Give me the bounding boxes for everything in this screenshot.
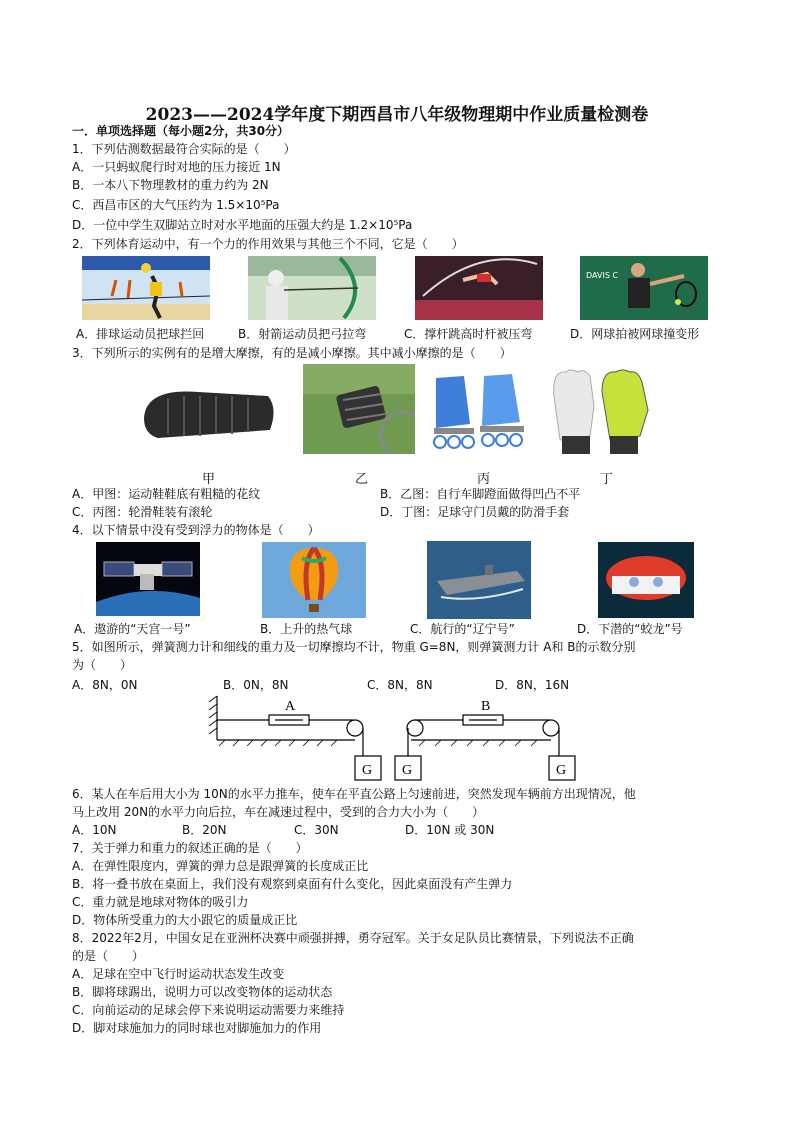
q8-option-c: C．向前运动的足球会停下来说明运动需要力来维持	[72, 1003, 345, 1017]
q1-option-a: A．一只蚂蚁爬行时对地的压力接近 1N	[72, 160, 281, 174]
q5-stem-line1: 5．如图所示，弹簧测力计和细线的重力及一切摩擦均不计，物重 G=8N，则弹簧测力计 A和 B的示数分别	[72, 640, 636, 654]
q6-stem-line1: 6．某人在车后用大小为 10N的水平力推车，使车在平直公路上匀速前进，突然发现车辆前方出现情况，他	[72, 787, 636, 801]
q3-stem: 3．下列所示的实例有的是增大摩擦，有的是减小摩擦。其中减小摩擦的是（ ）	[72, 346, 512, 360]
q6-option-c: C．30N	[294, 823, 339, 837]
pole-vault-image	[415, 256, 543, 320]
q7-option-a: A．在弹性限度内，弹簧的弹力总是跟弹簧的长度成正比	[72, 859, 369, 873]
q5-stem-line2: 为（ ）	[72, 658, 133, 672]
q3-label-jia: 甲	[202, 472, 216, 487]
hot-air-balloon-image	[262, 542, 366, 618]
archery-image	[248, 256, 376, 320]
q6-option-a: A．10N	[72, 823, 117, 837]
q3-label-ding: 丁	[600, 472, 614, 487]
q3-label-bing: 丙	[477, 472, 491, 487]
q7-stem: 7．关于弹力和重力的叙述正确的是（ ）	[72, 841, 308, 855]
q6-stem-line2: 马上改用 20N的水平力向后拉，车在减速过程中，受到的合力大小为（ ）	[72, 805, 485, 819]
shoe-sole-image	[138, 378, 280, 448]
roller-skate-image	[430, 368, 534, 456]
q3-label-yi: 乙	[355, 472, 369, 487]
q5-option-d: D．8N，16N	[495, 678, 570, 692]
q5-option-a: A．8N，0N	[72, 678, 138, 692]
bike-pedal-image	[303, 364, 415, 454]
q7-option-c: C．重力就是地球对物体的吸引力	[72, 895, 249, 909]
q4-option-d: D．下潜的“蛟龙”号	[577, 622, 683, 636]
weight-g-right: G	[556, 763, 567, 778]
aircraft-carrier-image	[427, 541, 531, 619]
q6-option-d: D．10N 或 30N	[405, 823, 495, 837]
q2-option-d: D．网球拍被网球撞变形	[570, 327, 700, 341]
q8-option-a: A．足球在空中飞行时运动状态发生改变	[72, 967, 285, 981]
q1-option-d: D．一位中学生双脚站立时对水平地面的压强大约是 1.2×10⁵Pa	[72, 218, 413, 232]
q5-option-c: C．8N，8N	[367, 678, 433, 692]
q3-option-b: B．乙图：自行车脚蹬面做得凹凸不平	[380, 487, 581, 501]
q2-stem: 2．下列体育运动中，有一个力的作用效果与其他三个不同，它是（ ）	[72, 237, 464, 251]
q8-stem-line1: 8．2022年2月，中国女足在亚洲杯决赛中顽强拼搏，勇夺冠军。关于女足队员比赛情景，下列说法不正确	[72, 931, 634, 945]
q2-option-b: B．射箭运动员把弓拉弯	[238, 327, 367, 341]
q1-option-c: C．西昌市区的大气压约为 1.5×10⁵Pa	[72, 198, 280, 212]
q8-option-b: B．脚将球踢出，说明力可以改变物体的运动状态	[72, 985, 333, 999]
q1-option-b: B．一本八下物理教材的重力约为 2N	[72, 178, 269, 192]
goalkeeper-gloves-image	[544, 366, 656, 462]
weight-g-mid: G	[402, 763, 413, 778]
q7-option-b: B．将一叠书放在桌面上，我们没有观察到桌面有什么变化，因此桌面没有产生弹力	[72, 877, 513, 891]
q3-option-c: C．丙图：轮滑鞋装有滚轮	[72, 505, 213, 519]
q8-option-d: D．脚对球施加力的同时球也对脚施加力的作用	[72, 1021, 322, 1035]
q3-option-d: D．丁图：足球守门员戴的防滑手套	[380, 505, 570, 519]
q5-option-b: B．0N，8N	[223, 678, 289, 692]
q6-option-b: B．20N	[182, 823, 227, 837]
spring-scale-diagram	[205, 692, 585, 784]
q8-stem-line2: 的是（ ）	[72, 949, 145, 963]
scale-a-label: A	[285, 699, 296, 714]
tennis-image	[580, 256, 708, 320]
submersible-image	[598, 542, 694, 618]
q4-option-a: A．遨游的“天宫一号”	[74, 622, 191, 636]
q4-option-b: B．上升的热气球	[260, 622, 353, 636]
section-heading: 一．单项选择题（每小题2分，共30分）	[72, 124, 290, 138]
q1-stem: 1．下列估测数据最符合实际的是（ ）	[72, 142, 296, 156]
weight-g-left: G	[362, 763, 373, 778]
q3-option-a: A．甲图：运动鞋鞋底有粗糙的花纹	[72, 487, 261, 501]
space-station-image	[96, 542, 200, 616]
q4-stem: 4．以下情景中没有受到浮力的物体是（ ）	[72, 523, 320, 537]
q7-option-d: D．物体所受重力的大小跟它的质量成正比	[72, 913, 298, 927]
q2-option-a: A．排球运动员把球拦回	[76, 327, 205, 341]
scale-b-label: B	[481, 699, 491, 714]
volleyball-image	[82, 256, 210, 320]
q4-option-c: C．航行的“辽宁号”	[410, 622, 515, 636]
page-title: 2023——2024学年度下期西昌市八年级物理期中作业质量检测卷	[145, 105, 649, 125]
davis-cup-text: DAVIS C	[586, 271, 619, 280]
q2-option-c: C．撑杆跳高时杆被压弯	[404, 327, 533, 341]
